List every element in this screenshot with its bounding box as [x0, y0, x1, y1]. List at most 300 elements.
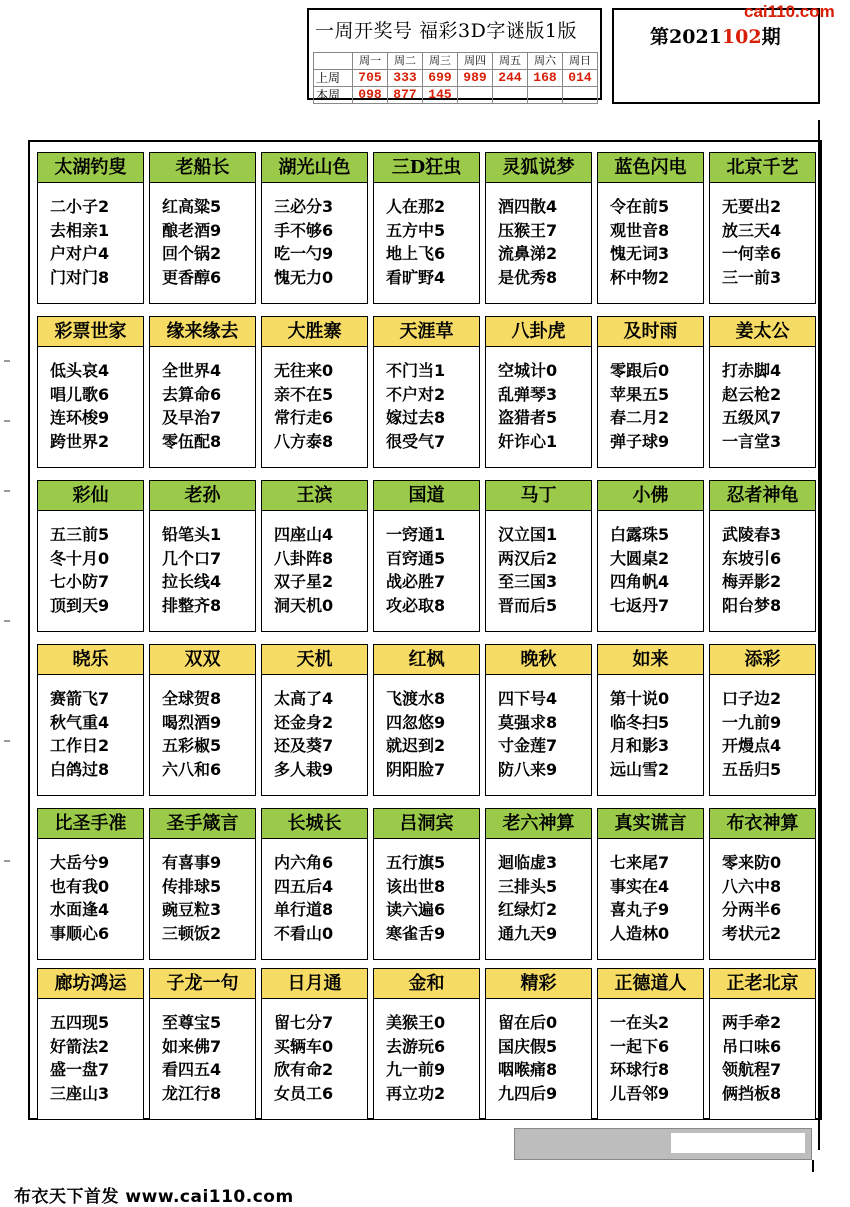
clue-line: 不户对2 — [386, 384, 446, 404]
puzzle-card — [485, 644, 592, 796]
day-header-row — [314, 53, 598, 70]
day-label: 周六 — [528, 53, 563, 70]
clue-line: 百窍通5 — [386, 548, 446, 568]
clue-line: 洞天机0 — [274, 595, 334, 615]
puzzle-card-clues — [722, 687, 781, 781]
clue-line: 豌豆粒3 — [162, 900, 222, 919]
clue-line: 四下号4 — [498, 689, 558, 708]
puzzle-card-clues — [722, 359, 781, 453]
frame-edge — [812, 1160, 814, 1172]
day-label: 周五 — [493, 53, 528, 70]
puzzle-card-title: 大胜寨 — [262, 317, 367, 347]
clue-line: 就迟到2 — [386, 736, 446, 755]
clue-line: 五彩椒5 — [162, 736, 222, 755]
puzzle-card-title: 晚秋 — [486, 645, 591, 675]
clue-line: 多人栽9 — [274, 759, 334, 779]
puzzle-card-title: 如来 — [598, 645, 703, 675]
draw-number: 705 — [353, 70, 388, 87]
puzzle-card-title: 灵狐说梦 — [486, 153, 591, 183]
puzzle-card — [373, 152, 480, 304]
clue-line: 晋而后5 — [498, 595, 558, 615]
draw-grid — [313, 52, 598, 104]
puzzle-card — [261, 316, 368, 468]
clue-line: 五方中5 — [386, 220, 446, 240]
scan-mark — [4, 360, 10, 362]
issue-suffix: 期 — [761, 26, 781, 48]
puzzle-card-clues — [386, 687, 445, 781]
clue-line: 也有我0 — [50, 876, 110, 896]
puzzle-card-clues — [498, 687, 557, 781]
clue-line: 买辆车0 — [274, 1036, 334, 1056]
scan-mark — [4, 740, 10, 742]
puzzle-card-title: 正德道人 — [598, 969, 703, 999]
puzzle-card-clues — [274, 851, 333, 945]
puzzle-card — [37, 480, 144, 632]
clue-line: 该出世8 — [386, 876, 446, 896]
clue-line: 儿吾邻9 — [610, 1083, 670, 1103]
clue-line: 莫强求8 — [498, 712, 558, 732]
clue-line: 寒雀舌9 — [386, 923, 446, 943]
puzzle-card-clues — [274, 359, 333, 453]
clue-line: 攻必取8 — [386, 595, 446, 615]
clue-line: 五三前5 — [50, 525, 110, 544]
clue-line: 还金身2 — [274, 712, 334, 732]
corner-cell — [314, 53, 353, 70]
puzzle-card-title: 天机 — [262, 645, 367, 675]
day-label: 周四 — [458, 53, 493, 70]
clue-line: 拉长线4 — [162, 572, 222, 591]
clue-line: 事实在4 — [610, 876, 670, 896]
draw-number: 244 — [493, 70, 528, 87]
draw-number — [563, 87, 598, 104]
puzzle-card-clues — [386, 1011, 445, 1105]
puzzle-card-title: 忍者神龟 — [710, 481, 815, 511]
clue-line: 四座山4 — [274, 525, 334, 544]
scan-marks — [0, 360, 14, 880]
puzzle-card — [37, 968, 144, 1120]
weekly-draw-table — [307, 8, 602, 100]
clue-line: 咽喉痛8 — [498, 1060, 558, 1079]
draw-number: 145 — [423, 87, 458, 104]
clue-line: 六八和6 — [162, 759, 222, 779]
issue-box — [612, 8, 820, 104]
clue-line: 一在头2 — [610, 1013, 670, 1032]
puzzle-card — [709, 316, 816, 468]
clue-line: 无要出2 — [722, 197, 782, 216]
puzzle-card — [597, 480, 704, 632]
clue-line: 领航程7 — [722, 1060, 782, 1079]
clue-line: 零来防0 — [722, 853, 782, 872]
clue-line: 寸金莲7 — [498, 736, 558, 755]
puzzle-card-title: 缘来缘去 — [150, 317, 255, 347]
clue-line: 苹果五5 — [610, 384, 670, 404]
clue-line: 排整齐8 — [162, 595, 222, 615]
clue-line: 再立功2 — [386, 1083, 446, 1103]
puzzle-card-title: 王滨 — [262, 481, 367, 511]
puzzle-card — [373, 968, 480, 1120]
draw-number: 098 — [353, 87, 388, 104]
clue-line: 美猴王0 — [386, 1013, 446, 1032]
puzzle-card — [709, 644, 816, 796]
puzzle-card-title: 姜太公 — [710, 317, 815, 347]
day-label: 周一 — [353, 53, 388, 70]
puzzle-card-clues — [722, 523, 781, 617]
puzzle-card — [597, 152, 704, 304]
clue-line: 杯中物2 — [610, 267, 670, 287]
clue-line: 嫁过去8 — [386, 408, 446, 427]
puzzle-card-title: 三D狂虫 — [374, 153, 479, 183]
clue-line: 盛一盘7 — [50, 1060, 110, 1079]
puzzle-card — [485, 968, 592, 1120]
clue-line: 一言堂3 — [722, 431, 782, 451]
clue-line: 户对户4 — [50, 244, 110, 263]
clue-line: 飞渡水8 — [386, 689, 446, 708]
clue-line: 弹子球9 — [610, 431, 670, 451]
clue-line: 压猴王7 — [498, 220, 558, 240]
day-label: 周日 — [563, 53, 598, 70]
puzzle-card — [709, 152, 816, 304]
clue-line: 红高粱5 — [162, 197, 222, 216]
clue-line: 开熳点4 — [722, 736, 782, 755]
clue-line: 观世音8 — [610, 220, 670, 240]
clue-line: 赵云枪2 — [722, 384, 782, 404]
puzzle-card-clues — [610, 195, 669, 289]
clue-line: 还及葵7 — [274, 736, 334, 755]
clue-line: 门对门8 — [50, 267, 110, 287]
puzzle-card-clues — [50, 851, 109, 945]
puzzle-card-clues — [386, 195, 445, 289]
clue-line: 七小防7 — [50, 572, 110, 591]
puzzle-card — [709, 808, 816, 960]
clue-line: 好箭法2 — [50, 1036, 110, 1056]
clue-line: 五四现5 — [50, 1013, 110, 1032]
puzzle-card — [149, 152, 256, 304]
draw-number: 168 — [528, 70, 563, 87]
clue-line: 五岳归5 — [722, 759, 782, 779]
puzzle-card-title: 北京千艺 — [710, 153, 815, 183]
clue-line: 吃一勺9 — [274, 244, 334, 263]
puzzle-card-title: 小佛 — [598, 481, 703, 511]
clue-line: 迴临虚3 — [498, 853, 558, 872]
puzzle-card — [597, 316, 704, 468]
clue-line: 工作日2 — [50, 736, 110, 755]
puzzle-card-title: 添彩 — [710, 645, 815, 675]
clue-line: 龙江行8 — [162, 1083, 222, 1103]
clue-line: 二小子2 — [50, 197, 110, 216]
puzzle-card — [261, 644, 368, 796]
clue-line: 五行旗5 — [386, 853, 446, 872]
clue-line: 阴阳脸7 — [386, 759, 446, 779]
clue-line: 留在后0 — [498, 1013, 558, 1032]
puzzle-card-title: 长城长 — [262, 809, 367, 839]
puzzle-card-title: 布衣神算 — [710, 809, 815, 839]
clue-line: 阳台梦8 — [722, 595, 782, 615]
clue-line: 四忽悠9 — [386, 712, 446, 732]
puzzle-card-clues — [386, 851, 445, 945]
clue-line: 人造林0 — [610, 923, 670, 943]
clue-line: 双子星2 — [274, 572, 334, 591]
clue-line: 全球贺8 — [162, 689, 222, 708]
clue-line: 防八来9 — [498, 759, 558, 779]
puzzle-card — [37, 644, 144, 796]
footer-text: 布衣天下首发 www.cai110.com — [14, 1187, 294, 1207]
clue-line: 水面逢4 — [50, 900, 110, 919]
clue-line: 战必胜7 — [386, 572, 446, 591]
clue-line: 放三天4 — [722, 220, 782, 240]
puzzle-card-clues — [498, 1011, 557, 1105]
puzzle-card-title: 红枫 — [374, 645, 479, 675]
puzzle-card — [261, 808, 368, 960]
puzzle-card-clues — [274, 687, 333, 781]
puzzle-card-clues — [50, 523, 109, 617]
clue-line: 国庆假5 — [498, 1036, 558, 1056]
puzzle-card-title: 湖光山色 — [262, 153, 367, 183]
clue-line: 酿老酒9 — [162, 220, 222, 240]
clue-line: 地上飞6 — [386, 244, 446, 263]
puzzle-card — [149, 480, 256, 632]
clue-line: 零跟后0 — [610, 361, 670, 380]
clue-line: 全世界4 — [162, 361, 222, 380]
clue-line: 留七分7 — [274, 1013, 334, 1032]
scan-mark — [4, 860, 10, 862]
draw-number: 989 — [458, 70, 493, 87]
site-logo: cai110.com — [744, 2, 835, 21]
clue-line: 远山雪2 — [610, 759, 670, 779]
clue-line: 盗猎者5 — [498, 408, 558, 427]
puzzle-card-clues — [610, 523, 669, 617]
puzzle-card-title: 双双 — [150, 645, 255, 675]
clue-line: 愧无词3 — [610, 244, 670, 263]
clue-line: 白露珠5 — [610, 525, 670, 544]
clue-line: 单行道8 — [274, 900, 334, 919]
clue-line: 大圆桌2 — [610, 548, 670, 568]
clue-line: 打赤脚4 — [722, 361, 782, 380]
clue-line: 九一前9 — [386, 1060, 446, 1079]
clue-line: 一起下6 — [610, 1036, 670, 1056]
row-label: 本周 — [314, 87, 353, 104]
clue-line: 及早治7 — [162, 408, 222, 427]
puzzle-card — [709, 968, 816, 1120]
puzzle-card-clues — [610, 359, 669, 453]
clue-line: 去游玩6 — [386, 1036, 446, 1056]
puzzle-card-clues — [722, 195, 781, 289]
clue-line: 唱儿歌6 — [50, 384, 110, 404]
clue-line: 白鸽过8 — [50, 759, 110, 779]
puzzle-card — [709, 480, 816, 632]
clue-line: 连环梭9 — [50, 408, 110, 427]
puzzle-card-title: 日月通 — [262, 969, 367, 999]
puzzle-card-clues — [274, 1011, 333, 1105]
clue-line: 一九前9 — [722, 712, 782, 732]
puzzle-card-title: 彩仙 — [38, 481, 143, 511]
clue-line: 手不够6 — [274, 220, 334, 240]
clue-line: 八六中8 — [722, 876, 782, 896]
clue-line: 酒四散4 — [498, 197, 558, 216]
scan-mark — [4, 620, 10, 622]
clue-line: 梅弄影2 — [722, 572, 782, 591]
puzzle-card — [373, 480, 480, 632]
clue-line: 三一前3 — [722, 267, 782, 287]
clue-line: 奸诈心1 — [498, 431, 558, 451]
clue-line: 几个口7 — [162, 548, 222, 568]
clue-line: 喝烈酒9 — [162, 712, 222, 732]
clue-line: 通九天9 — [498, 923, 558, 943]
clue-line: 事顺心6 — [50, 923, 110, 943]
clue-line: 女员工6 — [274, 1083, 334, 1103]
clue-line: 临冬扫5 — [610, 712, 670, 732]
issue-prefix: 第2021 — [650, 26, 722, 48]
clue-line: 一何幸6 — [722, 244, 782, 263]
puzzle-card-clues — [498, 195, 557, 289]
puzzle-card-title: 老六神算 — [486, 809, 591, 839]
puzzle-card-title: 廊坊鸿运 — [38, 969, 143, 999]
puzzle-card-clues — [498, 359, 557, 453]
clue-line: 是优秀8 — [498, 267, 558, 287]
puzzle-card — [373, 316, 480, 468]
puzzle-card-title: 蓝色闪电 — [598, 153, 703, 183]
clue-line: 赛箭飞7 — [50, 689, 110, 708]
puzzle-card — [597, 644, 704, 796]
puzzle-card-clues — [498, 523, 557, 617]
puzzle-card-title: 晓乐 — [38, 645, 143, 675]
clue-line: 空城计0 — [498, 361, 558, 380]
clue-line: 环球行8 — [610, 1060, 670, 1079]
clue-line: 流鼻涕2 — [498, 244, 558, 263]
clue-line: 亲不在5 — [274, 384, 334, 404]
puzzle-card — [261, 152, 368, 304]
clue-line: 欣有命2 — [274, 1060, 334, 1079]
clue-line: 跨世界2 — [50, 431, 110, 451]
puzzle-card-title: 子龙一句 — [150, 969, 255, 999]
puzzle-card-clues — [722, 1011, 781, 1105]
clue-line: 八卦阵8 — [274, 548, 334, 568]
clue-line: 三排头5 — [498, 876, 558, 896]
draw-number: 877 — [388, 87, 423, 104]
puzzle-card-title: 精彩 — [486, 969, 591, 999]
puzzle-card-clues — [162, 687, 221, 781]
clue-line: 人在那2 — [386, 197, 446, 216]
puzzle-card — [37, 316, 144, 468]
puzzle-card-title: 马丁 — [486, 481, 591, 511]
puzzle-card-title: 老船长 — [150, 153, 255, 183]
puzzle-card-title: 吕洞宾 — [374, 809, 479, 839]
puzzle-card — [373, 808, 480, 960]
clue-line: 很受气7 — [386, 431, 446, 451]
puzzle-card-clues — [498, 851, 557, 945]
clue-line: 至三国3 — [498, 572, 558, 591]
clue-line: 去相亲1 — [50, 220, 110, 240]
draw-number: 014 — [563, 70, 598, 87]
clue-line: 一窍通1 — [386, 525, 446, 544]
puzzle-card-clues — [162, 359, 221, 453]
clue-line: 乱弹琴3 — [498, 384, 558, 404]
puzzle-card-clues — [162, 851, 221, 945]
puzzle-card — [149, 808, 256, 960]
clue-line: 分两半6 — [722, 900, 782, 919]
clue-line: 七返丹7 — [610, 595, 670, 615]
puzzle-card — [149, 644, 256, 796]
scan-mark — [4, 420, 10, 422]
clue-line: 愧无力0 — [274, 267, 334, 287]
day-label: 周三 — [423, 53, 458, 70]
clue-line: 两手牵2 — [722, 1013, 782, 1032]
puzzle-card-title: 及时雨 — [598, 317, 703, 347]
clue-line: 考状元2 — [722, 923, 782, 943]
puzzle-card-title: 金和 — [374, 969, 479, 999]
clue-line: 低头哀4 — [50, 361, 110, 380]
puzzle-card-clues — [386, 523, 445, 617]
puzzle-card — [37, 808, 144, 960]
puzzle-card-clues — [50, 195, 109, 289]
clue-line: 如来佛7 — [162, 1036, 222, 1056]
issue-number — [650, 22, 781, 49]
puzzle-card — [37, 152, 144, 304]
clue-line: 五级风7 — [722, 408, 782, 427]
this-week-row — [314, 87, 598, 104]
puzzle-card-clues — [274, 523, 333, 617]
puzzle-card-clues — [162, 1011, 221, 1105]
puzzle-card — [597, 808, 704, 960]
puzzle-card-title: 国道 — [374, 481, 479, 511]
puzzle-card — [485, 152, 592, 304]
clue-line: 九四后9 — [498, 1083, 558, 1103]
puzzle-card — [149, 968, 256, 1120]
draw-number — [493, 87, 528, 104]
puzzle-card-clues — [610, 687, 669, 781]
frame-edge — [818, 120, 820, 1150]
clue-line: 月和影3 — [610, 736, 670, 755]
puzzle-card-clues — [722, 851, 781, 945]
puzzle-card-title: 比圣手准 — [38, 809, 143, 839]
clue-line: 去算命6 — [162, 384, 222, 404]
puzzle-card — [485, 480, 592, 632]
clue-line: 红绿灯2 — [498, 900, 558, 919]
puzzle-card-clues — [610, 851, 669, 945]
draw-number: 333 — [388, 70, 423, 87]
row-label: 上周 — [314, 70, 353, 87]
clue-line: 秋气重4 — [50, 712, 110, 732]
puzzle-card — [261, 968, 368, 1120]
puzzle-card-clues — [274, 195, 333, 289]
puzzle-card-clues — [162, 523, 221, 617]
clue-line: 内六角6 — [274, 853, 334, 872]
clue-line: 看旷野4 — [386, 267, 446, 287]
clue-line: 常行走6 — [274, 408, 334, 427]
puzzle-card-title: 天涯草 — [374, 317, 479, 347]
puzzle-card — [485, 808, 592, 960]
last-week-row — [314, 70, 598, 87]
draw-number — [528, 87, 563, 104]
puzzle-card-clues — [386, 359, 445, 453]
clue-line: 令在前5 — [610, 197, 670, 216]
clue-line: 春二月2 — [610, 408, 670, 427]
puzzle-card — [373, 644, 480, 796]
clue-line: 四角帆4 — [610, 572, 670, 591]
clue-line: 无往来0 — [274, 361, 334, 380]
clue-line: 喜丸子9 — [610, 900, 670, 919]
clue-line: 冬十月0 — [50, 548, 110, 568]
clue-line: 第十说0 — [610, 689, 670, 708]
puzzle-card-clues — [610, 1011, 669, 1105]
clue-line: 俩挡板8 — [722, 1083, 782, 1103]
day-label: 周二 — [388, 53, 423, 70]
puzzle-card — [149, 316, 256, 468]
clue-line: 三顿饭2 — [162, 923, 222, 943]
puzzle-card-title: 正老北京 — [710, 969, 815, 999]
puzzle-card-clues — [50, 359, 109, 453]
puzzle-card-title: 八卦虎 — [486, 317, 591, 347]
clue-line: 八方泰8 — [274, 431, 334, 451]
